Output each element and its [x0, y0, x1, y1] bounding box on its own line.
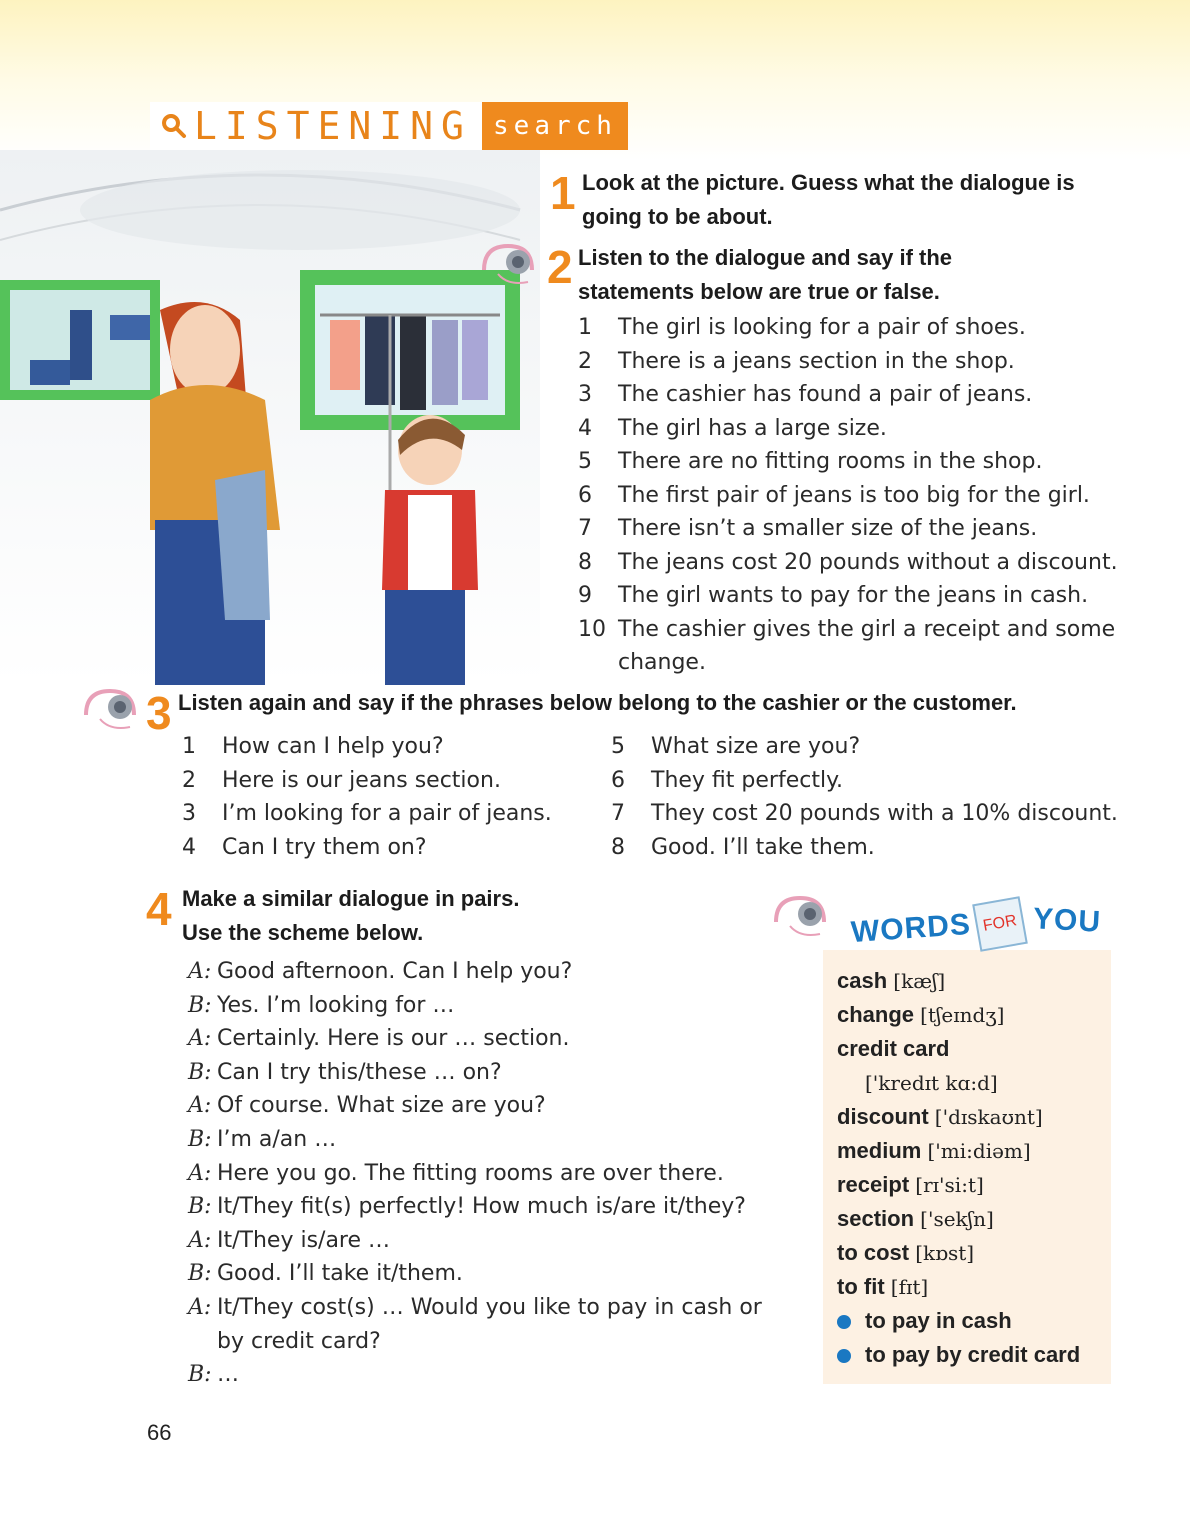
statement-item	[578, 311, 1138, 345]
vocabulary-transcription: [rɪ'si:t]	[915, 1173, 984, 1197]
speaker-label: B:	[188, 992, 212, 1018]
statement-item	[578, 512, 1138, 546]
statement-item	[578, 378, 1138, 412]
speaker-label: B:	[188, 1261, 212, 1287]
vocabulary-item	[837, 1032, 1107, 1066]
statement-item	[578, 613, 1138, 680]
dialogue-line	[188, 1190, 788, 1224]
phrase-item	[182, 831, 602, 865]
phrase-text: to pay in cash	[865, 1308, 1012, 1333]
statement-item	[578, 445, 1138, 479]
phrase-item	[611, 764, 1131, 798]
vocabulary-word: to fit	[837, 1274, 885, 1299]
dialogue-line	[188, 1157, 788, 1191]
item-text: The cashier has found a pair of jeans.	[618, 382, 1033, 407]
dialogue-text: Yes. I’m looking for …	[217, 992, 455, 1018]
dialogue-text: Of course. What size are you?	[217, 1093, 546, 1119]
item-text: There isn’t a smaller size of the jeans.	[618, 516, 1038, 541]
statement-item	[578, 579, 1138, 613]
task-3-instruction: Listen again and say if the phrases below belong to the cashier or the customer.	[178, 690, 1017, 715]
dialogue-line	[188, 1291, 788, 1325]
dialogue-line	[188, 1089, 788, 1123]
speaker-label: A:	[188, 1227, 212, 1253]
headphones-icon	[80, 685, 136, 733]
item-number: 9	[578, 583, 592, 608]
vocabulary-transcription: ['dɪskaʊnt]	[934, 1105, 1043, 1129]
task-2-instruction: Listen to the dialogue and say if the statements below are true or false.	[578, 245, 953, 304]
section-title: LISTENING	[194, 104, 472, 148]
vocabulary-word: cash	[837, 968, 888, 993]
vocabulary-item	[837, 1202, 1107, 1236]
dialogue-text: by credit card?	[217, 1328, 381, 1354]
speaker-label: A:	[188, 1026, 212, 1052]
dialogue-line	[188, 1022, 788, 1056]
dialogue-text: Here you go. The fitting rooms are over there.	[217, 1160, 724, 1186]
phrase-item	[611, 831, 1131, 865]
task-4-instruction-line2: Use the scheme below.	[182, 920, 424, 945]
dialogue-text: It/They is/are …	[217, 1227, 391, 1253]
dialogue-text: Good afternoon. Can I help you?	[217, 959, 573, 984]
item-number: 8	[611, 834, 625, 860]
vocabulary-transcription: ['sekʃn]	[920, 1207, 994, 1231]
title-for: FOR	[972, 896, 1028, 952]
item-number: 1	[182, 734, 196, 759]
bullet-icon	[837, 1315, 851, 1329]
item-number: 2	[182, 767, 196, 793]
task-3-number: 3	[146, 687, 172, 739]
vocabulary-word: discount	[837, 1104, 929, 1129]
section-tag: search	[482, 102, 628, 150]
item-number: 5	[611, 734, 625, 759]
dialogue-line	[188, 1257, 788, 1291]
dialogue-text: It/They fit(s) perfectly! How much is/are it/they?	[217, 1194, 746, 1220]
vocabulary-word: to cost	[837, 1240, 910, 1265]
bullet-icon	[837, 1349, 851, 1363]
item-text: The cashier gives the girl a receipt and some change.	[618, 616, 1116, 675]
item-text: What size are you?	[651, 734, 861, 759]
item-text: They cost 20 pounds with a 10% discount.	[651, 801, 1118, 826]
dialogue-text: I’m a/an …	[217, 1126, 337, 1152]
task-3-phrase-list-right	[611, 730, 1131, 864]
phrase-item	[182, 797, 602, 831]
phrase-item	[611, 730, 1131, 764]
item-number: 7	[578, 516, 592, 541]
phrase-item	[182, 730, 602, 764]
dialogue-line	[188, 1358, 788, 1392]
speaker-label: A:	[188, 959, 212, 984]
dialogue-text: …	[217, 1362, 239, 1388]
statement-item	[578, 345, 1138, 379]
dialogue-line	[188, 989, 788, 1023]
vocabulary-list	[837, 964, 1107, 1372]
vocabulary-item	[837, 1066, 1107, 1100]
vocabulary-word: medium	[837, 1138, 922, 1163]
headphones-icon	[478, 240, 534, 288]
vocabulary-word: change	[837, 1002, 915, 1027]
speaker-label: A:	[188, 1093, 212, 1119]
item-number: 3	[182, 801, 196, 826]
dialogue-line	[188, 1325, 788, 1359]
dialogue-scheme	[188, 955, 788, 1392]
item-number: 6	[611, 767, 625, 793]
speaker-label: B:	[188, 1194, 212, 1220]
item-text: The girl has a large size.	[618, 415, 887, 441]
page-number: 66	[147, 1420, 172, 1445]
item-number: 8	[578, 549, 592, 575]
vocabulary-item	[837, 964, 1107, 998]
item-text: There is a jeans section in the shop.	[618, 348, 1015, 374]
speaker-label: A:	[188, 1160, 212, 1186]
vocabulary-word: receipt	[837, 1172, 910, 1197]
vocabulary-word: credit card	[837, 1036, 950, 1061]
statement-item	[578, 479, 1138, 513]
dialogue-line	[188, 1224, 788, 1258]
item-number: 1	[578, 315, 592, 340]
vocabulary-transcription: [kæʃ]	[893, 969, 946, 993]
headphones-icon	[770, 892, 826, 940]
item-text: The girl is looking for a pair of shoes.	[618, 315, 1026, 340]
task-3-phrase-list-left	[182, 730, 602, 864]
item-number: 4	[578, 415, 592, 441]
task-2-number: 2	[547, 241, 573, 293]
item-number: 5	[578, 449, 592, 474]
vocabulary-transcription: ['mi:diəm]	[927, 1139, 1031, 1163]
item-text: The jeans cost 20 pounds without a discount.	[618, 549, 1118, 575]
task-4-instruction	[182, 882, 682, 950]
item-text: The first pair of jeans is too big for the girl.	[618, 482, 1090, 508]
item-text: They fit perfectly.	[651, 767, 843, 793]
item-text: How can I help you?	[222, 734, 444, 759]
task-4-number: 4	[146, 883, 172, 935]
vocabulary-item	[837, 1270, 1107, 1304]
item-number: 6	[578, 482, 592, 508]
speaker-label: B:	[188, 1059, 212, 1085]
item-text: Good. I’ll take them.	[651, 834, 875, 860]
vocabulary-item	[837, 998, 1107, 1032]
dialogue-text: Certainly. Here is our … section.	[217, 1026, 570, 1052]
phrase-text: to pay by credit card	[865, 1342, 1081, 1367]
section-header	[150, 102, 628, 150]
vocabulary-phrase	[837, 1304, 1107, 1338]
task-1-instruction: Look at the picture. Guess what the dialogue is going to be about.	[582, 170, 1075, 229]
statement-item	[578, 412, 1138, 446]
phrase-item	[611, 797, 1131, 831]
item-text: Can I try them on?	[222, 834, 427, 860]
magnifier-icon	[160, 112, 188, 140]
title-you: YOU	[1032, 902, 1102, 939]
item-number: 10	[578, 616, 606, 642]
vocabulary-transcription: [kɒst]	[915, 1241, 975, 1265]
item-text: There are no fitting rooms in the shop.	[618, 449, 1043, 474]
shop-illustration	[0, 150, 540, 685]
vocabulary-item	[837, 1134, 1107, 1168]
words-for-you-box	[823, 902, 1111, 1384]
item-number: 2	[578, 348, 592, 374]
dialogue-text: Can I try this/these … on?	[217, 1059, 502, 1085]
phrase-item	[182, 764, 602, 798]
title-words: WORDS	[849, 907, 972, 950]
item-number: 3	[578, 382, 592, 407]
dialogue-text: Good. I’ll take it/them.	[217, 1261, 463, 1287]
speaker-label: A:	[188, 1294, 212, 1320]
vocabulary-transcription: [fɪt]	[890, 1275, 929, 1299]
dialogue-text: It/They cost(s) … Would you like to pay in cash or	[217, 1294, 762, 1320]
item-text: I’m looking for a pair of jeans.	[222, 801, 552, 826]
task-2-statement-list	[578, 311, 1138, 680]
speaker-label: B:	[188, 1126, 212, 1152]
item-text: The girl wants to pay for the jeans in cash.	[618, 583, 1089, 608]
vocabulary-transcription: ['kredɪt kɑ:d]	[865, 1071, 998, 1095]
vocabulary-item	[837, 1236, 1107, 1270]
vocabulary-item	[837, 1100, 1107, 1134]
task-4-instruction-line1: Make a similar dialogue in pairs.	[182, 886, 520, 911]
dialogue-line	[188, 955, 788, 989]
item-number: 4	[182, 834, 196, 860]
vocabulary-phrase	[837, 1338, 1107, 1372]
vocabulary-word: section	[837, 1206, 915, 1231]
item-number: 7	[611, 801, 625, 826]
task-1-number: 1	[550, 167, 576, 219]
statement-item	[578, 546, 1138, 580]
dialogue-line	[188, 1123, 788, 1157]
vocabulary-transcription: [tʃeɪndʒ]	[920, 1003, 1005, 1027]
words-for-you-title	[851, 900, 1111, 950]
vocabulary-item	[837, 1168, 1107, 1202]
speaker-label: B:	[188, 1362, 212, 1388]
dialogue-line	[188, 1056, 788, 1090]
item-text: Here is our jeans section.	[222, 767, 501, 793]
